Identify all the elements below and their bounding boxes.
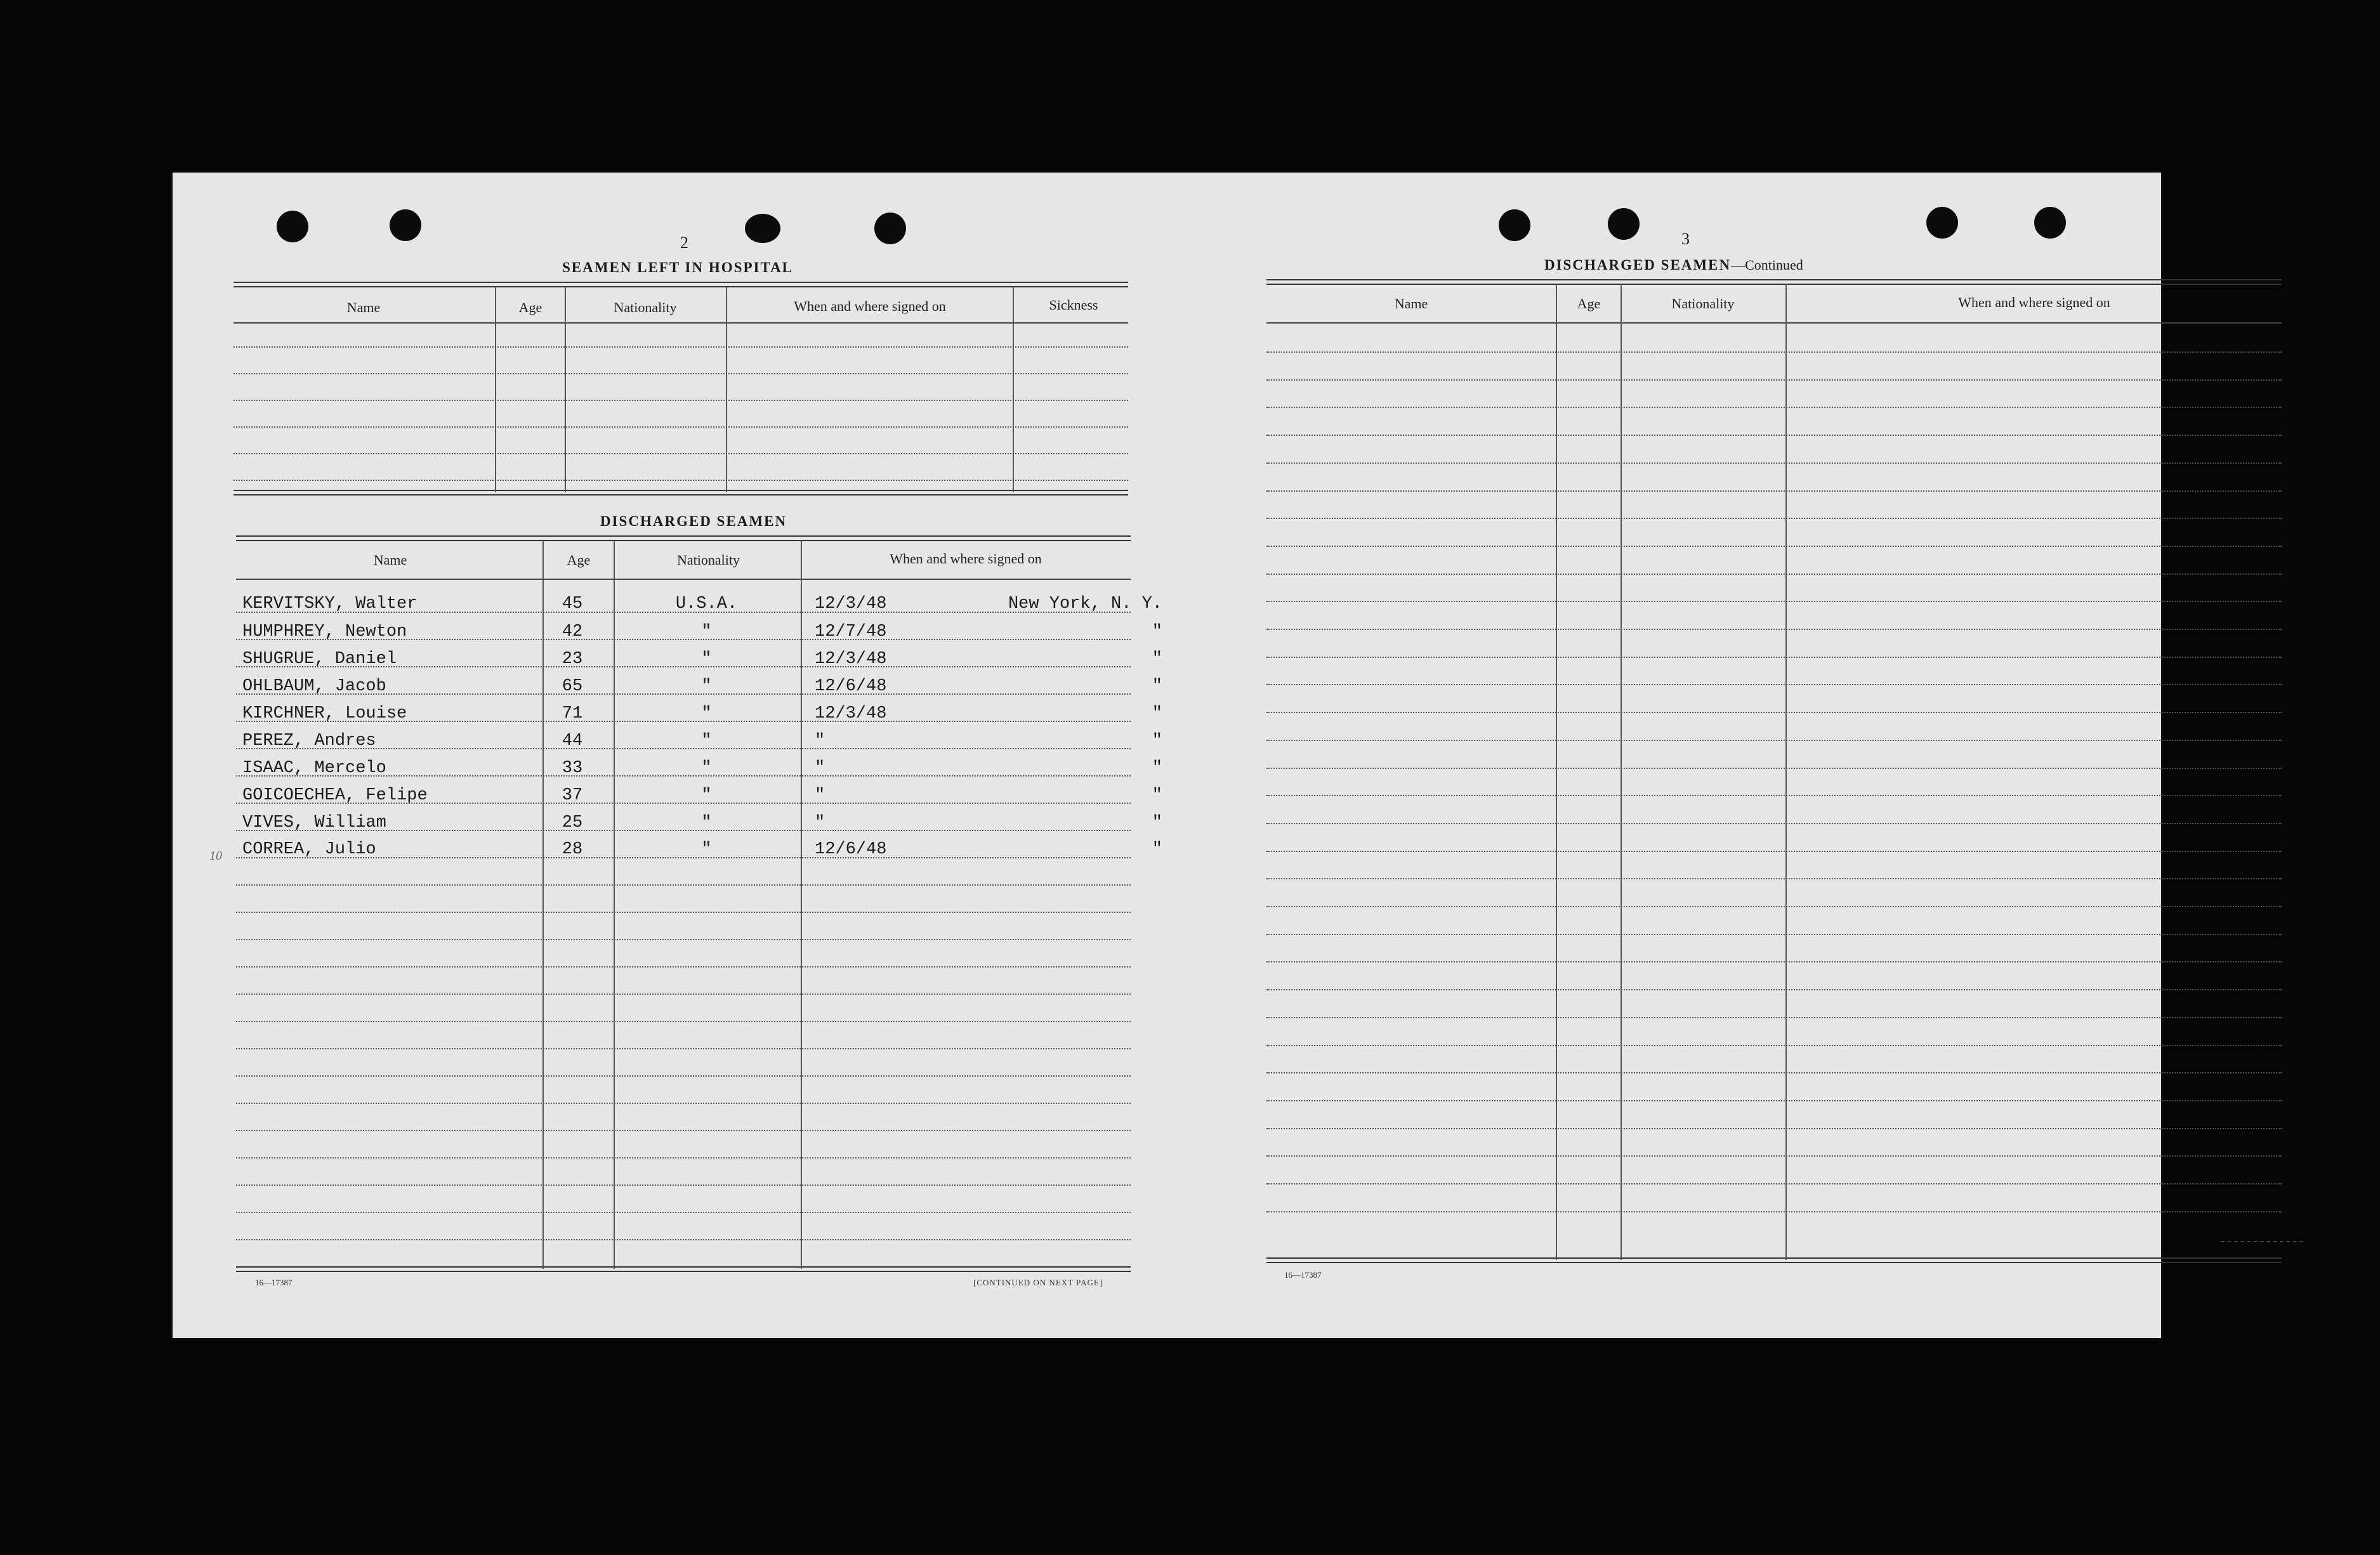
ruled-line bbox=[236, 884, 1131, 886]
row-age: 42 bbox=[562, 622, 583, 641]
discharged-section-title: DISCHARGED SEAMEN bbox=[600, 513, 787, 529]
ruled-line bbox=[236, 612, 1131, 613]
row-age: 45 bbox=[562, 594, 583, 613]
ruled-line bbox=[1266, 407, 2282, 408]
row-age: 65 bbox=[562, 677, 583, 696]
column-divider bbox=[1556, 284, 1557, 1260]
form-number-right: 16—17387 bbox=[1284, 1270, 1322, 1280]
col-header-name: Name bbox=[373, 552, 407, 568]
ruled-line bbox=[236, 748, 1131, 749]
row-signed-place: " bbox=[1152, 650, 1162, 669]
ruled-line bbox=[1266, 1017, 2282, 1018]
hospital-bottom-rule bbox=[233, 490, 1128, 495]
row-name: OHLBAUM, Jacob bbox=[242, 677, 386, 696]
row-name: SHUGRUE, Daniel bbox=[242, 650, 397, 669]
row-signed-date: 12/3/48 bbox=[815, 704, 887, 723]
ruled-line bbox=[1266, 1072, 2282, 1073]
page-number-left: 2 bbox=[680, 233, 688, 252]
row-name: VIVES, William bbox=[242, 813, 386, 832]
ruled-line bbox=[236, 1048, 1131, 1049]
punch-hole bbox=[1608, 208, 1640, 240]
ruled-line bbox=[1266, 490, 2282, 492]
col-header-nationality: Nationality bbox=[1671, 296, 1735, 312]
ruled-line bbox=[236, 1130, 1131, 1131]
col-header-name: Name bbox=[346, 299, 381, 315]
ruled-line bbox=[1266, 851, 2282, 852]
ruled-line bbox=[233, 400, 1128, 401]
row-name: KIRCHNER, Louise bbox=[242, 704, 407, 723]
ruled-line bbox=[236, 939, 1131, 940]
ruled-line bbox=[1266, 712, 2282, 713]
row-signed-date: " bbox=[815, 732, 825, 751]
row-signed-place: New York, N. Y. bbox=[1008, 594, 1162, 613]
row-nationality: " bbox=[701, 650, 712, 669]
col-header-age: Age bbox=[567, 552, 591, 568]
row-name: HUMPHREY, Newton bbox=[242, 622, 407, 641]
form-number-left: 16—17387 bbox=[255, 1278, 293, 1287]
column-divider bbox=[726, 287, 727, 492]
row-nationality: " bbox=[701, 786, 712, 805]
row-signed-place: " bbox=[1152, 786, 1162, 805]
ruled-line bbox=[236, 666, 1131, 667]
row-nationality: " bbox=[701, 732, 712, 751]
row-signed-date: 12/3/48 bbox=[815, 650, 887, 669]
ruled-line bbox=[236, 1212, 1131, 1213]
continued-section-title bbox=[1544, 257, 1803, 273]
ruled-line bbox=[236, 912, 1131, 913]
edge-mark bbox=[2221, 1241, 2303, 1242]
column-divider bbox=[495, 287, 496, 492]
row-signed-place: " bbox=[1152, 840, 1162, 859]
ruled-line bbox=[1266, 1045, 2282, 1046]
punch-hole bbox=[2034, 207, 2066, 239]
row-signed-date: 12/6/48 bbox=[815, 677, 887, 696]
row-signed-place: " bbox=[1152, 704, 1162, 723]
row-signed-date: 12/7/48 bbox=[815, 622, 887, 641]
col-header-name: Name bbox=[1394, 296, 1428, 312]
row-age: 71 bbox=[562, 704, 583, 723]
ruled-line bbox=[1266, 823, 2282, 824]
column-divider bbox=[1785, 284, 1787, 1260]
ruled-line bbox=[233, 373, 1128, 374]
ruled-line bbox=[1266, 1155, 2282, 1157]
ruled-line bbox=[1266, 574, 2282, 575]
punch-hole bbox=[1926, 207, 1958, 239]
ruled-line bbox=[1266, 795, 2282, 796]
row-nationality: " bbox=[701, 677, 712, 696]
row-nationality: " bbox=[701, 840, 712, 859]
ruled-line bbox=[233, 346, 1128, 348]
ruled-line bbox=[236, 857, 1131, 858]
punch-hole bbox=[277, 211, 308, 242]
continued-title-suffix: —Continued bbox=[1731, 257, 1803, 273]
ruled-line bbox=[1266, 1100, 2282, 1101]
row-signed-date: " bbox=[815, 786, 825, 805]
page-number-right: 3 bbox=[1681, 230, 1690, 248]
ruled-line bbox=[236, 639, 1131, 640]
ruled-line bbox=[1266, 657, 2282, 658]
column-divider bbox=[1621, 284, 1622, 1260]
ruled-line bbox=[236, 721, 1131, 722]
column-divider bbox=[542, 541, 544, 1269]
row-signed-date: " bbox=[815, 813, 825, 832]
continued-note: [CONTINUED ON NEXT PAGE] bbox=[973, 1278, 1103, 1287]
row-age: 44 bbox=[562, 732, 583, 751]
row-signed-date: " bbox=[815, 759, 825, 778]
row-age: 33 bbox=[562, 759, 583, 778]
row-signed-place: " bbox=[1152, 732, 1162, 751]
row-signed-date: 12/6/48 bbox=[815, 840, 887, 859]
ruled-line bbox=[233, 426, 1128, 428]
col-header-age: Age bbox=[518, 299, 542, 315]
ruled-line bbox=[1266, 768, 2282, 769]
hospital-section-title: SEAMEN LEFT IN HOSPITAL bbox=[562, 259, 794, 275]
ruled-line bbox=[236, 1157, 1131, 1158]
ruled-line bbox=[1266, 906, 2282, 907]
ruled-line bbox=[236, 693, 1131, 695]
ruled-line bbox=[1266, 961, 2282, 962]
right-bottom-rule bbox=[1266, 1257, 2282, 1263]
ruled-line bbox=[1266, 740, 2282, 741]
right-top-rule bbox=[1266, 279, 2282, 285]
ruled-line bbox=[236, 994, 1131, 995]
ruled-line bbox=[233, 453, 1128, 454]
header-underline bbox=[236, 579, 1131, 580]
row-nationality: U.S.A. bbox=[675, 594, 738, 613]
ruled-line bbox=[236, 1184, 1131, 1186]
ruled-line bbox=[236, 966, 1131, 968]
column-divider bbox=[1013, 287, 1014, 492]
ruled-line bbox=[1266, 934, 2282, 935]
row-age: 37 bbox=[562, 786, 583, 805]
row-name: CORREA, Julio bbox=[242, 840, 376, 859]
row-name: PEREZ, Andres bbox=[242, 732, 376, 751]
row-nationality: " bbox=[701, 622, 712, 641]
row-signed-date: 12/3/48 bbox=[815, 594, 887, 613]
row-name: GOICOECHEA, Felipe bbox=[242, 786, 428, 805]
ruled-line bbox=[1266, 629, 2282, 630]
hospital-top-rule bbox=[233, 282, 1128, 287]
column-divider bbox=[565, 287, 566, 492]
ledger-sheet bbox=[173, 173, 2161, 1338]
header-underline bbox=[1266, 322, 2282, 324]
row-nationality: " bbox=[701, 704, 712, 723]
punch-hole bbox=[390, 209, 421, 241]
ruled-line bbox=[1266, 1128, 2282, 1129]
row-signed-place: " bbox=[1152, 622, 1162, 641]
column-divider bbox=[801, 541, 802, 1269]
ruled-line bbox=[236, 1239, 1131, 1240]
row-nationality: " bbox=[701, 759, 712, 778]
ruled-line bbox=[1266, 601, 2282, 602]
col-header-signed-on: When and where signed on bbox=[890, 551, 1042, 567]
ruled-line bbox=[233, 480, 1128, 481]
discharged-bottom-rule bbox=[236, 1266, 1131, 1272]
margin-note: 10 bbox=[209, 849, 222, 863]
row-signed-place: " bbox=[1152, 759, 1162, 778]
ruled-line bbox=[236, 1021, 1131, 1022]
ruled-line bbox=[1266, 1211, 2282, 1212]
ruled-line bbox=[1266, 351, 2282, 353]
col-header-nationality: Nationality bbox=[614, 299, 677, 315]
col-header-sickness: Sickness bbox=[1049, 297, 1098, 313]
col-header-signed-on: When and where signed on bbox=[794, 298, 946, 314]
ruled-line bbox=[1266, 1183, 2282, 1184]
column-divider bbox=[614, 541, 615, 1269]
discharged-top-rule bbox=[236, 535, 1131, 541]
ruled-line bbox=[236, 775, 1131, 777]
row-age: 28 bbox=[562, 840, 583, 859]
ruled-line bbox=[1266, 878, 2282, 879]
ruled-line bbox=[236, 830, 1131, 831]
ruled-line bbox=[1266, 463, 2282, 464]
punch-hole bbox=[874, 213, 906, 244]
punch-hole bbox=[745, 214, 780, 243]
ruled-line bbox=[1266, 684, 2282, 685]
row-signed-place: " bbox=[1152, 677, 1162, 696]
row-name: ISAAC, Mercelo bbox=[242, 759, 386, 778]
row-age: 23 bbox=[562, 650, 583, 669]
col-header-signed-on: When and where signed on bbox=[1958, 294, 2110, 310]
header-underline bbox=[233, 322, 1128, 324]
row-name: KERVITSKY, Walter bbox=[242, 594, 417, 613]
ruled-line bbox=[236, 803, 1131, 804]
ruled-line bbox=[236, 1075, 1131, 1077]
col-header-age: Age bbox=[1577, 296, 1601, 312]
col-header-nationality: Nationality bbox=[677, 552, 740, 568]
ruled-line bbox=[1266, 435, 2282, 436]
continued-title-text: DISCHARGED SEAMEN bbox=[1544, 257, 1732, 273]
ruled-line bbox=[236, 1103, 1131, 1104]
row-age: 25 bbox=[562, 813, 583, 832]
ruled-line bbox=[1266, 546, 2282, 547]
row-signed-place: " bbox=[1152, 813, 1162, 832]
ruled-line bbox=[1266, 379, 2282, 381]
ruled-line bbox=[1266, 518, 2282, 519]
ruled-line bbox=[1266, 989, 2282, 990]
row-nationality: " bbox=[701, 813, 712, 832]
punch-hole bbox=[1499, 209, 1530, 241]
